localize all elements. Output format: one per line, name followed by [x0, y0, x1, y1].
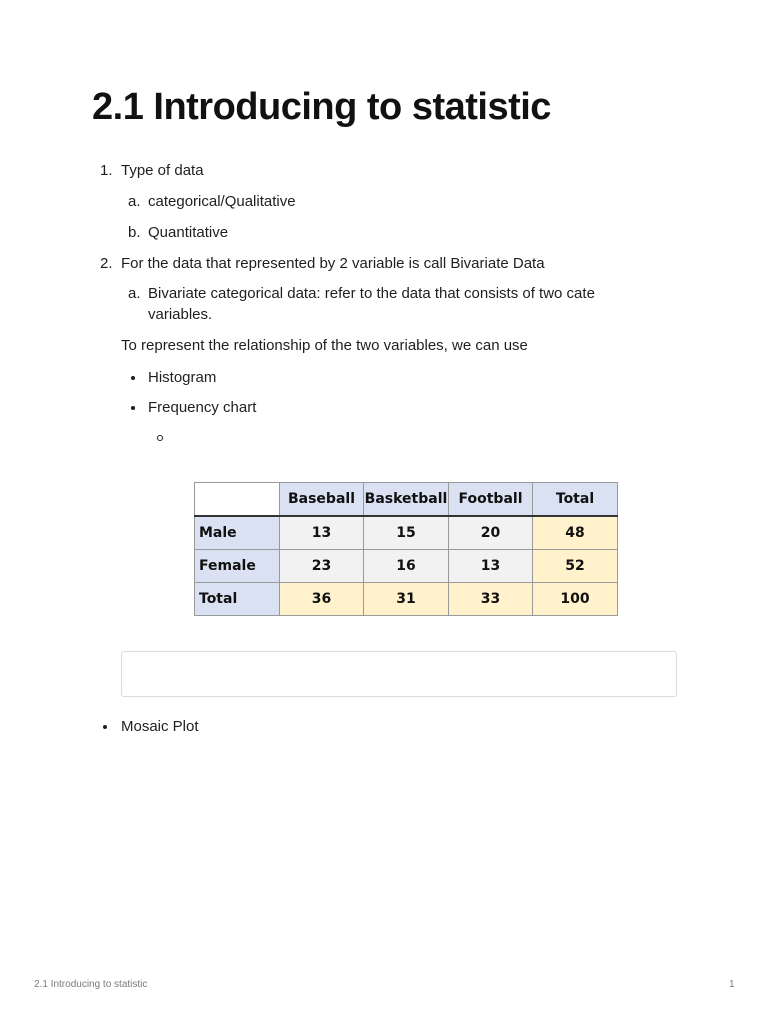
bullet-frequency-chart: Frequency chart — [148, 399, 257, 416]
table-row-label: Female — [195, 550, 280, 583]
table-total-cell: 48 — [533, 516, 618, 550]
table-cell: 20 — [449, 516, 533, 550]
bullet-dot — [131, 376, 135, 380]
list-item-bivariate: For the data that represented by 2 variable is call Bivariate Data — [121, 255, 545, 272]
list-item-categorical: categorical/Qualitative — [148, 193, 296, 210]
paragraph-represent: To represent the relationship of the two variables, we can use — [121, 337, 528, 354]
table-cell: 13 — [449, 550, 533, 583]
table-row — [195, 550, 618, 583]
table-cell: 13 — [280, 516, 364, 550]
list-item-type-of-data: Type of data — [121, 162, 204, 179]
table-row — [195, 583, 618, 616]
bullet-dot — [131, 406, 135, 410]
bullet-dot — [103, 725, 107, 729]
list-marker-1b: b. — [128, 224, 141, 241]
table-cell: 15 — [364, 516, 449, 550]
table-header-cell: Baseball — [280, 483, 364, 517]
bullet-mosaic-plot: Mosaic Plot — [121, 718, 199, 735]
table-row-label: Male — [195, 516, 280, 550]
table-cell: 23 — [280, 550, 364, 583]
table-cell: 16 — [364, 550, 449, 583]
table-total-cell: 33 — [449, 583, 533, 616]
list-marker-2: 2. — [100, 255, 113, 272]
table-header-cell: Basketball — [364, 483, 449, 517]
table-total-cell: 31 — [364, 583, 449, 616]
page-title: 2.1 Introducing to statistic — [92, 86, 551, 128]
table-header-row — [195, 483, 618, 517]
table-total-cell: 100 — [533, 583, 618, 616]
list-item-bivariate-categorical-line2: variables. — [148, 306, 213, 323]
table-row-label: Total — [195, 583, 280, 616]
table-total-cell: 52 — [533, 550, 618, 583]
empty-content-block — [121, 651, 677, 697]
sub-bullet-circle — [157, 435, 163, 441]
list-item-bivariate-categorical-line1: Bivariate categorical data: refer to the data that consists of two cate — [148, 285, 595, 302]
list-marker-1a: a. — [128, 193, 141, 210]
bullet-histogram: Histogram — [148, 369, 217, 386]
list-marker-2a: a. — [128, 285, 141, 302]
table-total-cell: 36 — [280, 583, 364, 616]
list-item-quantitative: Quantitative — [148, 224, 229, 241]
table-header-cell: Football — [449, 483, 533, 517]
footer-document-title: 2.1 Introducing to statistic — [34, 979, 148, 990]
frequency-table — [194, 482, 618, 616]
list-marker-1: 1. — [100, 162, 113, 179]
footer-page-number: 1 — [729, 979, 735, 990]
table-header-cell: Total — [533, 483, 618, 517]
table-row — [195, 516, 618, 550]
table-corner-cell — [195, 483, 280, 517]
